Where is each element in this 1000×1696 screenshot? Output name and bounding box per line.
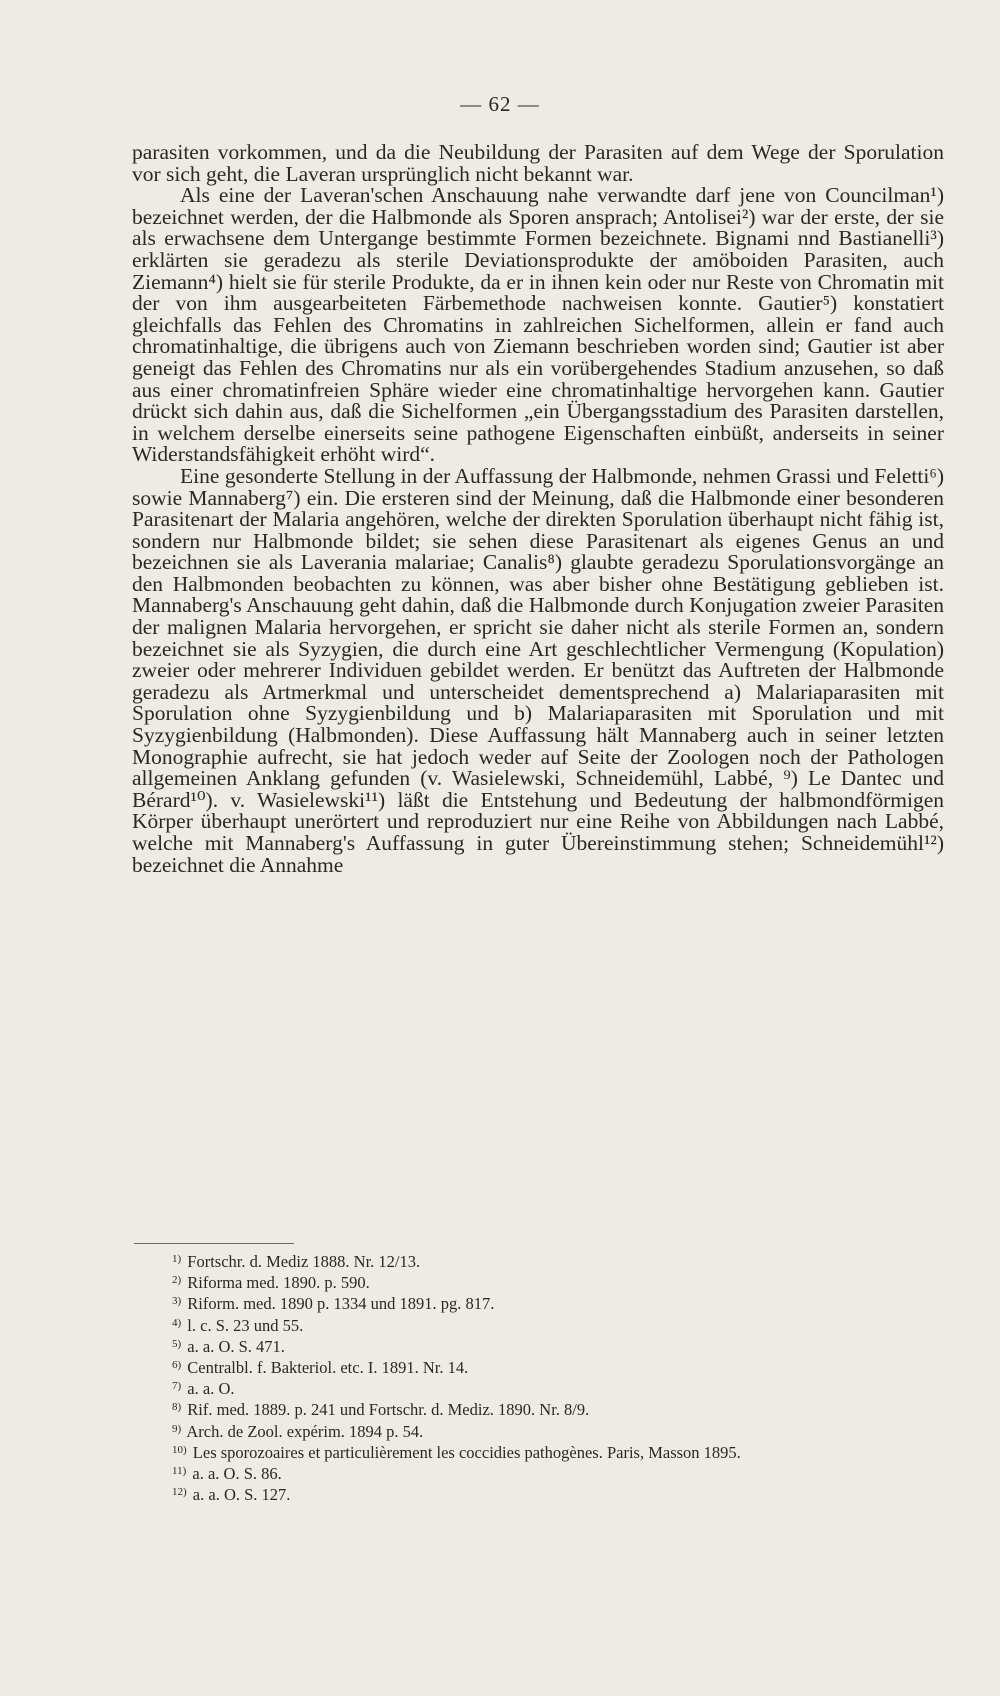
footnote (116, 1441, 944, 1462)
footnote-number: 12) (172, 1486, 187, 1499)
footnote-number: 10) (172, 1443, 187, 1456)
footnote-text: Centralbl. f. Bakteriol. etc. I. 1891. Nr. 14. (187, 1358, 469, 1378)
footnote (172, 1292, 944, 1313)
footnote-number: 6) (172, 1359, 182, 1372)
footnote-number: 5) (172, 1337, 182, 1350)
footnote-text: Riform. med. 1890 p. 1334 und 1891. pg. 817. (187, 1294, 495, 1314)
footnote (172, 1398, 944, 1419)
footnote-divider (134, 1243, 294, 1244)
footnote (172, 1462, 944, 1483)
footnote-number: 9) (172, 1422, 182, 1435)
footnote-text: Rif. med. 1889. p. 241 und Fortschr. d. Mediz. 1890. Nr. 8/9. (187, 1400, 590, 1420)
footnote (172, 1250, 944, 1271)
footnote (172, 1314, 944, 1335)
footnote (172, 1356, 944, 1377)
footnote-number: 4) (172, 1316, 182, 1329)
footnote-text: a. a. O. S. 86. (192, 1464, 282, 1484)
footnote-text: a. a. O. S. 471. (187, 1336, 285, 1356)
footnote-number: 2) (172, 1274, 182, 1287)
footnote-text: Fortschr. d. Mediz 1888. Nr. 12/13. (187, 1252, 421, 1271)
paragraph: parasiten vorkommen, und da die Neubildung der Parasiten auf dem Wege der Sporulation vor sich geht, die Laveran ursprünglich nicht bekannt war. (132, 140, 944, 186)
footnote (172, 1483, 944, 1504)
footnote-text: Les sporozoaires et particulièrement les coccidies pathogènes. Paris, Masson 1895. (192, 1442, 741, 1462)
footnote-number: 11) (172, 1465, 187, 1478)
footnote-text: a. a. O. S. 127. (192, 1485, 291, 1505)
footnotes (172, 1250, 944, 1504)
footnote (172, 1377, 944, 1398)
page-number: — 62 — (460, 92, 540, 116)
footnote-text: l. c. S. 23 und 55. (187, 1315, 304, 1335)
footnote-text: Riforma med. 1890. p. 590. (187, 1273, 370, 1293)
footnote-number: 1) (172, 1253, 182, 1265)
footnote-number: 3) (172, 1295, 182, 1308)
body-text (132, 142, 944, 876)
footnote (172, 1335, 944, 1356)
footnote-text: Arch. de Zool. expérim. 1894 p. 54. (186, 1421, 424, 1441)
footnote-text: a. a. O. (187, 1379, 235, 1399)
footnote (172, 1420, 944, 1441)
paragraph: Als eine der Laveran'schen Anschauung nahe verwandte darf jene von Councilman¹) bezeichnet werden, der die Halbmonde als Sporen ansprach; Antolisei²) war der erste, der sie als erwachsene dem Untergange bestimmte Formen bezeichnete. Bignami nnd Bastianelli³) erklärten sie geradezu als sterile Deviationsprodukte der amöboiden Parasiten, auch Ziemann⁴) hielt sie für sterile Produkte, da er in ihnen kein oder nur Reste von Chromatin mit der von ihm ausgearbeiteten Färbemethode nachweisen konnte. Gautier⁵) konstatiert gleichfalls das Fehlen des Chromatins in zahlreichen Sichelformen, allein er fand auch chromatinhaltige, die übrigens auch von Ziemann beschrieben worden sind; Gautier ist aber geneigt das Fehlen des Chromatins nur als ein vorübergehendes Stadium anzusehen, so daß aus einer chromatinfreien Sphäre wieder eine chromatinhaltige hervorgehen kann. Gautier drückt sich dahin aus, daß die Sichelformen „ein Übergangsstadium des Parasiten darstellen, in welchem derselbe einerseits seine pathogene Eigenschaften einbüßt, anderseits in seiner Widerstandsfähigkeit erhöht wird“. (132, 183, 944, 467)
footnote (172, 1271, 944, 1292)
footnote-number: 7) (172, 1380, 182, 1393)
footnote-number: 8) (172, 1401, 182, 1414)
paragraph: Eine gesonderte Stellung in der Auffassung der Halbmonde, nehmen Grassi und Feletti⁶) sowie Mannaberg⁷) ein. Die ersteren sind der Meinung, daß die Halbmonde einer besonderen Parasitenart der Malaria angehören, welche der direkten Sporulation überhaupt nicht fähig ist, sondern nur Halbmonde bildet; sie sehen diese Parasitenart als eigenes Genus an und bezeichnen sie als Laverania malariae; Canalis⁸) glaubte geradezu Sporulationsvorgänge an den Halbmonden beobachten zu können, was aber bisher ohne Bestätigung geblieben ist. Mannaberg's Anschauung geht dahin, daß die Halbmonde durch Konjugation zweier Parasiten der malignen Malaria hervorgehen, er spricht sie daher nicht als sterile Formen an, sondern bezeichnet sie als Syzygien, die durch eine Art geschlechtlicher Vermengung (Kopulation) zweier oder mehrerer Individuen gebildet werden. Er benützt das Auftreten der Halbmonde geradezu als Artmerkmal und unterscheidet dementsprechend a) Malariaparasiten mit Sporulation ohne Syzygienbildung und b) Malariaparasiten mit Sporulation und mit Syzygienbildung (Halbmonden). Diese Auffassung hält Mannaberg auch in seiner letzten Monographie aufrecht, sie hat jedoch weder auf Seite der Zoologen noch der Pathologen allgemeinen Anklang gefunden (v. Wasielewski, Schneidemühl, Labbé, ⁹) Le Dantec und Bérard¹⁰). v. Wasielewski¹¹) läßt die Entstehung und Bedeutung der halbmondförmigen Körper überhaupt unerörtert und reproduziert nur eine Reihe von Abbildungen nach Labbé, welche mit Mannaberg's Auffassung in guter Übereinstimmung stehen; Schneidemühl¹²) bezeichnet die Annahme (132, 463, 944, 877)
